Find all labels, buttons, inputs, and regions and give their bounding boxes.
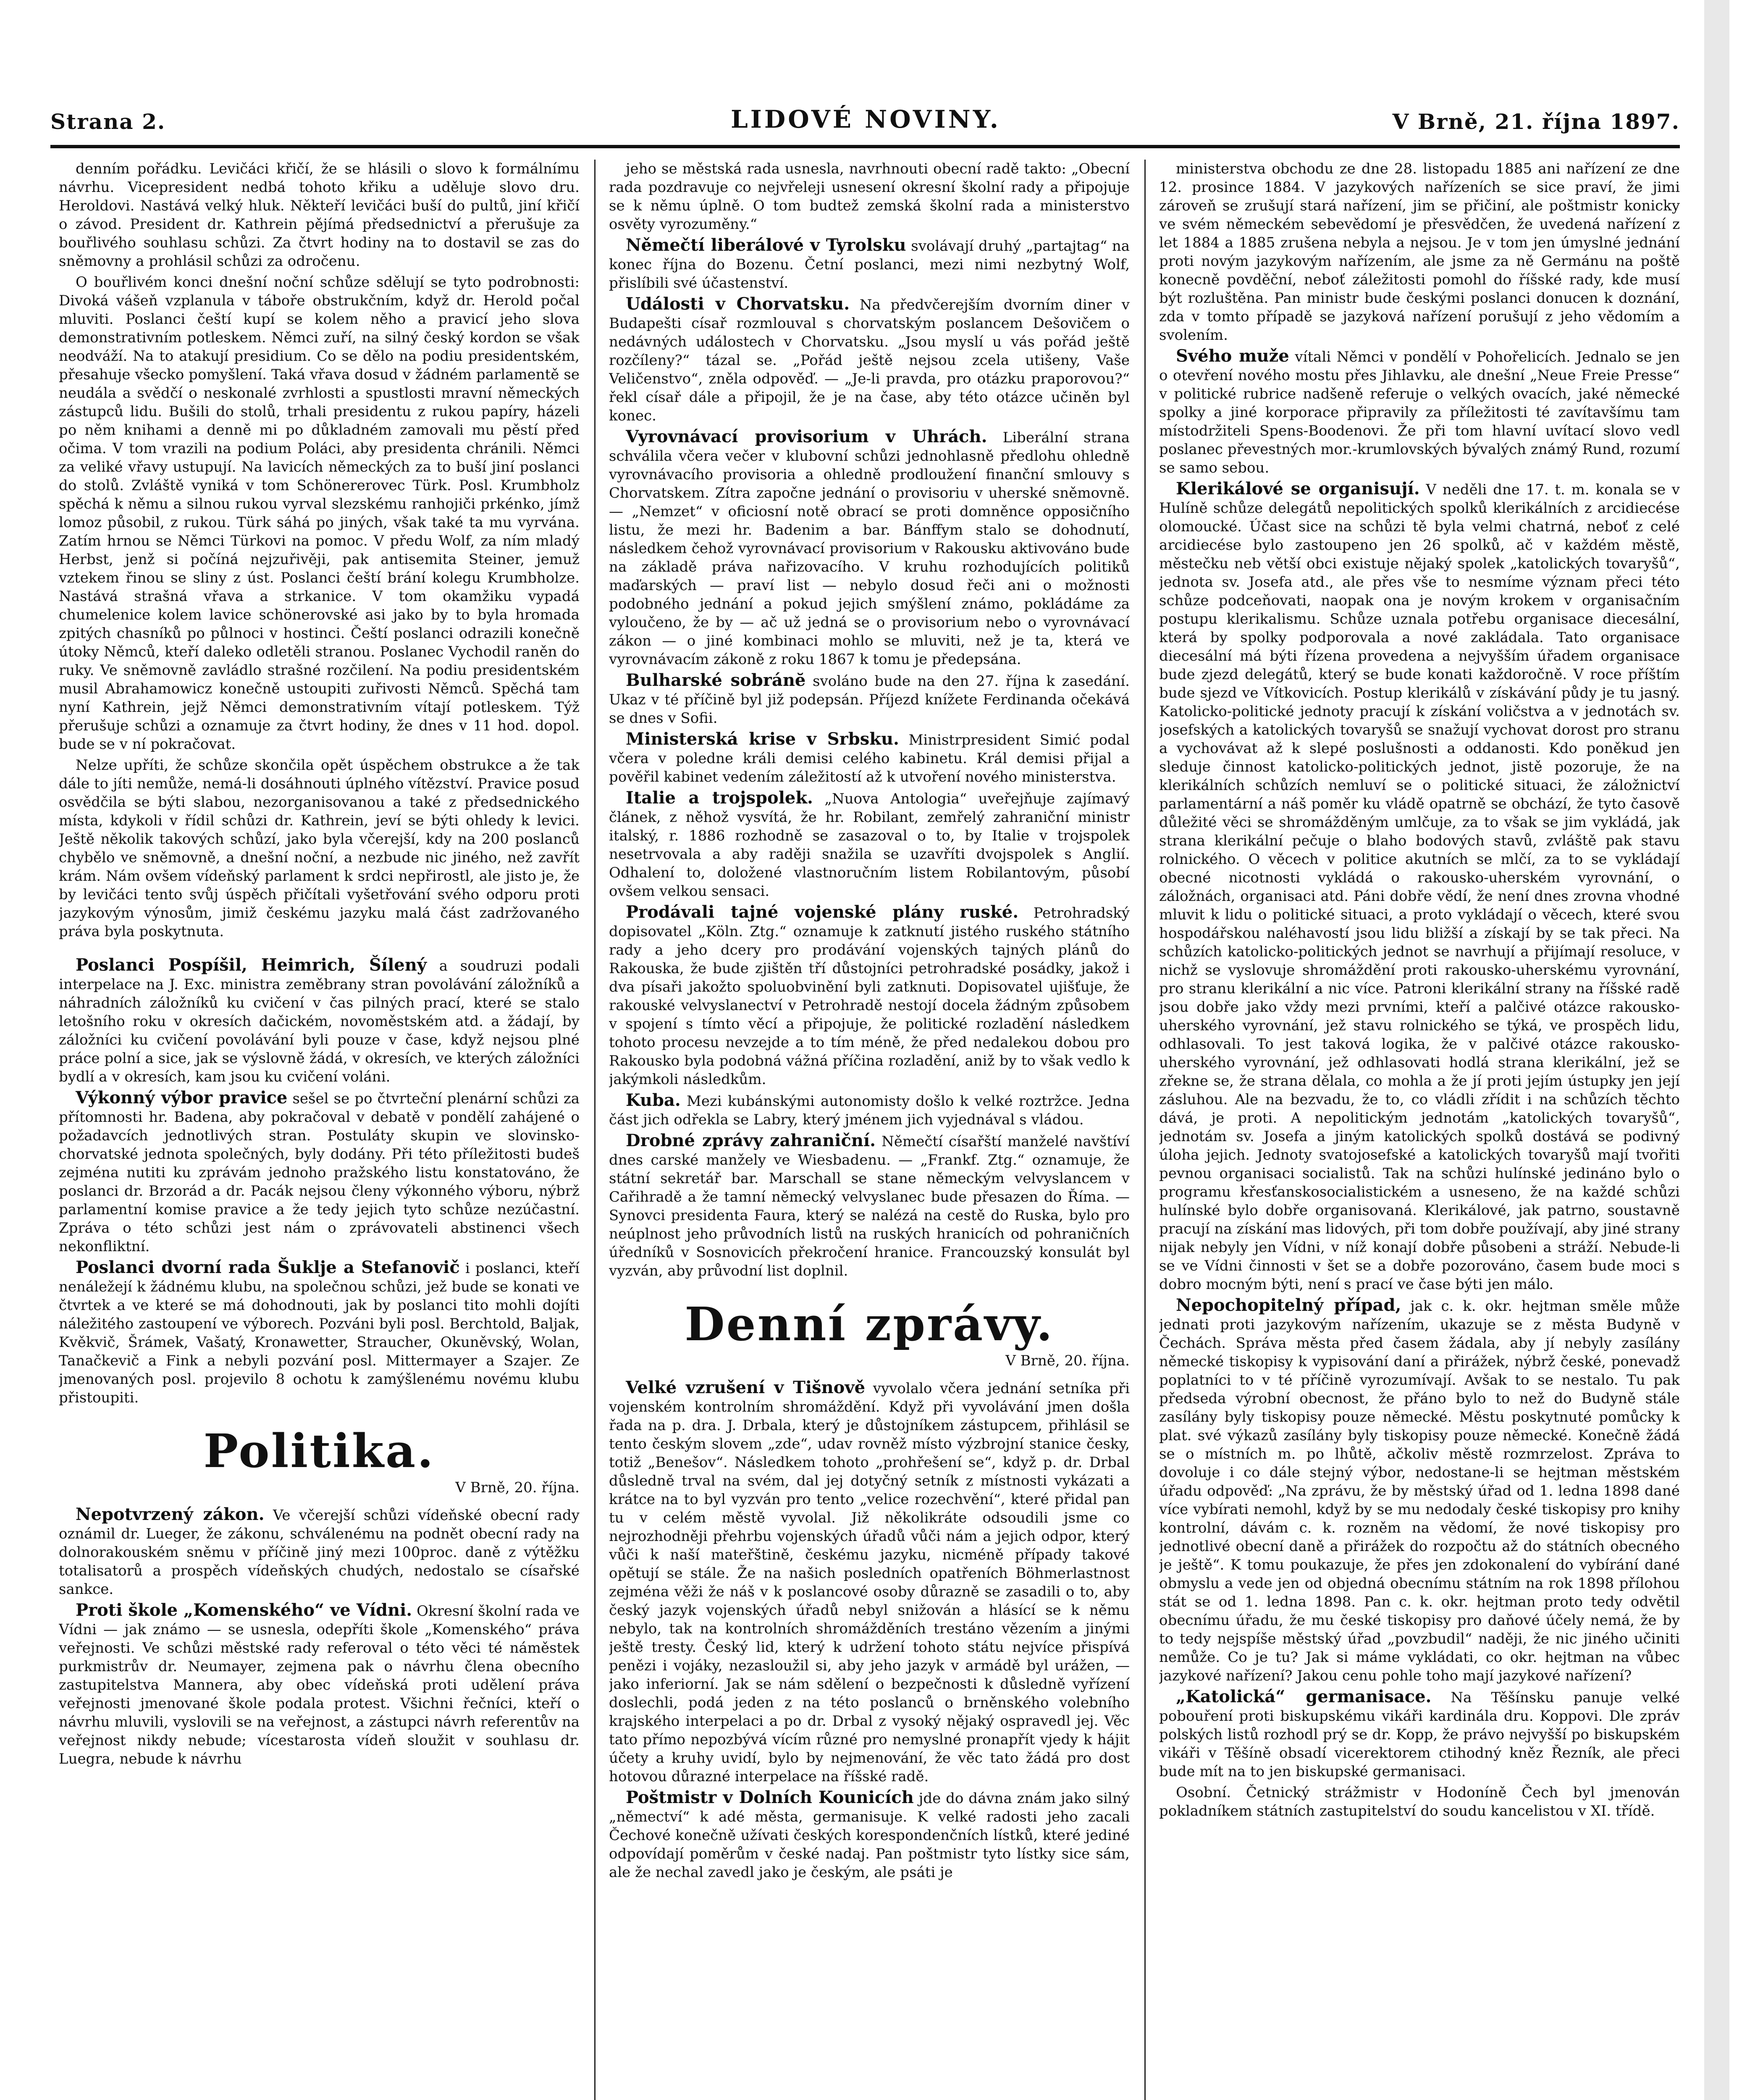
article-heading: Bulharské sobránĕ (626, 670, 806, 690)
article-paragraph: Kuba. Mezi kubánskými autonomisty došlo k velké roztržce. Jedna část jich odřekla se Labry, který jménem jich vyjednával s vládou. (609, 1090, 1130, 1128)
article-heading: Italie a trojspolek. (626, 788, 813, 808)
dateline: V Brně, 20. října. (455, 1479, 580, 1496)
article-heading: Výkonný výbor pravice (76, 1088, 288, 1108)
article-heading: Poštmistr v Dolních Kounicích (626, 1788, 914, 1807)
article-paragraph: Bulharské sobránĕ svoláno bude na den 27. října k zasedání. Ukaz v té příčině byl již podepsán. Příjezd knížete Ferdinanda očekává se dnes v Sofii. (609, 670, 1130, 727)
article-paragraph: Ministerská krise v Srbsku. Ministrpresident Simić podal včera v poledne králi demisi celého kabinetu. Král demisi přijal a pověřil kabinet vedením záležitostí až k utvoření nového ministerstva. (609, 729, 1130, 785)
article-heading: Nepochopitelný případ, (1176, 1295, 1401, 1315)
column-2 (609, 160, 1130, 2100)
column-1 (59, 160, 580, 2100)
article-paragraph: Prodávali tajné vojenské plány ruské. Petrohradský dopisovatel „Köln. Ztg.“ oznamuje k zatknutí jistého ruského státního rady a jeho dcery pro prodávání vojenských tajných plánů do Rakouska, že bude zjištěn tří důstojníci petrohradské posádky, jakož i dva písaři jakožto spoluobvinění byli zatknuti. Dopisovatel ujišťuje, že rakouské velvyslanectví v Petrohradě nestojí docela žádným způsobem v spojení s tímto věcí a připojuje, že politické rozladění následkem tohoto procesu nevzejde a to tím méně, že před nedalekou dobou pro Rakousko byla podobná vážná příčina rozladění, aniž by to však vedlo k jakýmkoli následkům. (609, 902, 1130, 1088)
article-paragraph: Velké vzrušení v Tišnově vyvolalo včera jednání setníka při vojenském kontrolním shromáždění. Když při vyvolávání jmen došla řada na p. dra. J. Drbala, který je důstojníkem zástupcem, přihlásil se tento českým slovem „zde“, udav rovněž místo výzbrojní stanice česky, totiž „Benešov“. Následkem tohoto „prohřešení se“, když p. dr. Drbal důsledně trval na svém, dal jej dotyčný setník z místnosti vykázati a krátce na to byl vyzván pro tento „velice rozechvění“, které přidal pan tu v celém městě vyvolal. Již několikráte odsoudili jsme co nejrozhodněji přehrbu vojenských úřadů vůči nám a jejich odpor, který vůči k naší mateřštině, českému jazyku, nicméně případy takové opětují se stále. Že na našich posledních opatřeních Böhmerlastnost zejména věži že náš v k poslancové osoby důrazně se zasadili o to, aby český jazyk vojenských úřadů nebyl snižován a hlásící se k němu nebylo, tak na kontrolních shromážděních trestáno vězením a jinými ještě tresty. Český lid, který k udržení tohoto státu nejvíce přispívá penězi i vojáky, nezasloužil si, aby jeho jazyk v armádě byl urážen, — jako inferiorní. Jak se nám sdělení o bezpečnosti k důsledně vyřízení doslechli, podá jeden z na této poslanců o brněnského volebního krajského interpelaci a po dr. Drbal z vysoký nějaký ospravedl jej. Věc tato přímo nepozbývá vícím různé pro nemyslné pronapřít vjedy k hájit účety a kruhy uvidí, bylo by nejmenování, že věc tato žádá pro dost hotovou důrazné interpelace na říšské radě. (609, 1378, 1130, 1785)
page-edge (1704, 0, 1729, 2100)
article-heading: Němečtí liberálové v Tyrolsku (626, 235, 906, 255)
article-paragraph: Svého muže vítali Němci v pondělí v Pohořelicích. Jednalo se jen o otevření nového mostu přes Jihlavku, ale dnešní „Neue Freie Presse“ v politické rubrice nadšeně referuje o velkých ovacích, jaké německé spolky a jiné korporace připravily za příležitosti té zavítavšímu tam místodržiteli Spens-Boodenovi. Že při tom hlavní uvítací slovo vedl poslanec převestných mor.-krumlovských bývalých známý Rund, rozumí se samo sebou. (1159, 346, 1680, 476)
article-heading: Klerikálové se organisují. (1176, 479, 1420, 499)
page-header (50, 105, 1680, 143)
dateline: V Brně, 20. října. (1005, 1352, 1130, 1369)
article-heading: Drobné zprávy zahraniční. (626, 1131, 876, 1150)
article-heading: Kuba. (626, 1090, 681, 1110)
column-divider (594, 160, 596, 2100)
header-rule (50, 145, 1680, 148)
issue-date: V Brně, 21. října 1897. (1392, 109, 1680, 134)
article-paragraph: Drobné zprávy zahraniční. Němečtí císařští manželé navštíví dnes carské manžely ve Wiesbadenu. — „Frankf. Ztg.“ oznamuje, že státní sekretář bar. Marschall se stane německým velvyslancem v Cařihradě a že tamní německý velvyslanec bude přesazen do Říma. — Synovci presidenta Faura, který se nalézá na cestě do Ruska, bylo pro neúplnost jeho průvodních listů na ruských hranicích od pohraničních úředníků v Sosnovicích překročení hranice. Francouzský konsulát byl vyzván, aby průvodní list doplnil. (609, 1131, 1130, 1279)
article-paragraph: Osobní. Četnický strážmistr v Hodoníně Čech byl jmenován pokladníkem státních zastupitelství do soudu kancelistou v XI. třídě. (1159, 1784, 1680, 1819)
article-paragraph: Klerikálové se organisují. V neděli dne 17. t. m. konala se v Hulíně schůze delegátů nepolitických spolků klerikálních z arcidiecése olomoucké. Účast sice na schůzi tě byla velmi chatrná, neboť z celé arcidiecése bylo zastoupeno jen 26 spolků, ač v každém městě, městečku neb větší obci existuje nějaký spolek „katolických tovaryšů“, jednota sv. Josefa atd., ale přes vše to nesmíme význam přeci této schůze podceňovati, naopak ona je novým krokem v organisačním postupu klerikalismu. Schůze uznala potřebu organisace diecesální, která by spolky podporovala a nové zakládala. Tato organisace diecesální má býti řízena provedena a nejvyšším úřadem organisace bude zjezd delegátů, který se bude konati každoročně. V roce příštím bude sjezd ve Vítkovicích. Postup klerikálů v získávání půdy je tu jasný. Katolicko-politické jednoty pracují k získání voličstva a v jednotách sv. josefských a katolických tovaryšů se snažují vychovat dorost pro stranu a vychovávat až k slepé poslušnosti a oddanosti. Kdo poněkud jen sleduje činnost katolicko-politických jednot, jistě pozoruje, že na klerikálních schůzích nemluví se o politické situaci, že záložnictví parlamentární a náš poměr ku vládě opatrně se obchází, že tyto časově důležité věci se shromážděným umlčuje, za to však se jim vykládá, jak strana klerikální pečuje o blaho bodových stavů, zvláště pak stavu rolnického. O věcech v politice akutních se mlčí, za to se vykládají obecné nicotnosti vykládá o rakousko-uherském vyrovnání, o záložnách, organisaci atd. Páni dobře vědí, že není dnes zrovna vhodné mluvit k lidu o politické situaci, a proto vykládají o věcech, které svou hospodářskou naléhavostí jsou lidu bližší a získají by se tak přeci. Na schůzích katolicko-politických jednot se navrhují a přijímají resoluce, v nichž se vyslovuje shromáždění proti rakousko-uherskému vyrovnání, pro stranu klerikální a nic více. Patroni klerikální strany na říšské radě jsou dobře jako vždy mezi prvními, kteří a palčivé otázce rakousko-uherského vyrovnání, jež stavu rolnického se týká, ve prospěch lidu, odhlasovali. To jest taková logika, že v palčivé otázce rakousko-uherského vyrovnání, jež odhlasovati hodlá strana klerikální, jež se zřekne se, že strana dělala, co mohla a že jí proti jejím ústupky jen její zásluhou. Ale na bezvadu, že to, co vládli zřídit i na schůzích těchto dává, je proti. A nepolitickým jednotám „katolických tovaryšů“, jednotám sv. Josefa a jiným katolických spolků dostává se podivný úloha jejich. Jednoty svatojosefské a katolických tovaryšů mají tvořiti pevnou organisaci socialistů. Tak na schůzi hulínské jedináno bylo o programu křesťanskosocialistickém a usneseno, že na každé schůzi hulínské bylo dobře organisovaná. Klerikálové, jak patrno, soustavně pracují na získání mas lidových, při tom dobře používají, aby jiné strany nijak nebyly jen Vídni, v níž konají dobře působeni a stráží. Nebude-li se ve Vídni činnosti v šet se a dobře pozorováno, časem bude moci s dobro mocným býti, není s prací ve čase býti jen málo. (1159, 479, 1680, 1293)
section-title-politika: Politika. (203, 1424, 435, 1478)
article-heading: Ministerská krise v Srbsku. (626, 729, 899, 749)
article-paragraph: denním pořádku. Levičáci křičí, že se hlásili o slovo k formálnímu návrhu. Vicepresident nedbá tohoto křiku a uděluje slovo dru. Heroldovi. Nastává velký hluk. Někteří levičáci buší do pultů, jiní křičí o závod. President dr. Kathrein pějímá předsednictví a přerušuje za bouřlivého souhlasu schůzi. Za čtvrt hodiny na to dostavil se zas do sněmovny a prohlásil schůzi za odročenu. (59, 160, 580, 270)
article-paragraph: Poslanci Pospíšil, Heimrich, Šílený a soudruzi podali interpelace na J. Exc. ministra zeměbrany stran povolávání záložníků a náhradních záložníků ku cvičení v čas pilných prací, které se stalo letošního roku v okresích dačickém, novoměstském atd. a žádají, by záložníci ku cvičení povolávání byli pouze v čase, když nejsou plné práce polní a sice, jak se výslovně žádá, v okresích, ve kterých záložníci bydlí a v okresích, kam jsou ku cvičení voláni. (59, 955, 580, 1085)
article-paragraph: Vyrovnávací provisorium v Uhrách. Liberální strana schválila včera večer v klubovní schůzi jednohlasně předlohu ohledně vyrovnávacího provisoria a ohledně prodloužení finanční smlouvy s Chorvatskem. Zítra započne jednání o provisoriu v uherské sněmovně. — „Nemzet“ v oficiosní notě obrací se proti domněnce opposičního listu, že mezi hr. Badenim a bar. Bánffym stalo se dohodnutí, následkem čehož vyrovnávací provisorium v Rakousku aktivováno bude na základě práva nařizovacího. V kruhu rozhodujících politiků maďarských — praví list — nebylo dosud řeči ani o možnosti podobného jednání a pokud jejich smýšlení známo, pokládáme za vyloučeno, že by — ač už jedná se o provisorium nebo o vyrovnávací zákon — o jiné kombinaci mohlo se mluviti, než je ta, která ve vyrovnávacím zákoně z roku 1867 k tomu je předepsána. (609, 427, 1130, 668)
article-paragraph: Němečtí liberálové v Tyrolsku svolávají druhý „partajtag“ na konec října do Bozenu. Četní poslanci, mezi nimi nezbytný Wolf, přislíbili své účastenství. (609, 235, 1130, 291)
article-heading: „Katolická“ germanisace. (1176, 1687, 1432, 1706)
article-paragraph: ministerstva obchodu ze dne 28. listopadu 1885 ani nařízení ze dne 12. prosince 1884. V jazykových nařízeních se sice praví, že jimi zároveň se zrušují stará nařízení, jim se přičiní, ale poštmistr konicky ve svém německém sebevědomí je přesvědčen, že uvedená nařízení z let 1884 a 1885 zrušena nebyla a nejsou. Je v tom jen úmyslné jednání proti novým jazykovým nařízením, ale jsme za ně Germánu na poště konecně povděční, neboť záležitosti pomohl do říšské rady, kde musí být rozluštěna. Pan ministr bude českými poslanci donucen k doznání, zda v tomto případě se jazyková nařízení porušují z jeho vědomím a svolením. (1159, 160, 1680, 344)
column-divider (1144, 160, 1146, 2100)
article-paragraph: Události v Chorvatsku. Na předvčerejším dvorním diner v Budapešti císař rozmlouval s chorvatským poslancem Dešovičem o nedávných událostech v Chorvatsku. „Jsou myslí u vás pořád ještě rozčíleny?“ tázal se. „Pořád ještě nejsou zcela utišeny, Vaše Veličenstvo“, zněla odpověď. — „Je-li pravda, pro otázku praporovou?“ řekl císař dále a připojil, že je na čase, aby této otázce učiněn byl konec. (609, 294, 1130, 424)
article-paragraph: „Katolická“ germanisace. Na Těšínsku panuje velké pobouření proti biskupskému vikáři kardinála dru. Koppovi. Dle zpráv polských listů rozhodl prý se dr. Kopp, že právo nejvyšší po biskupském vikáři v Těšíně obsadí vicerektorem ctihodný kněz Řezník, ale přeci bude mít na to jen biskupské germanisaci. (1159, 1687, 1680, 1780)
article-paragraph: Italie a trojspolek. „Nuova Antologia“ uveřejňuje zajímavý článek, z něhož vysvítá, že hr. Robilant, zemřelý zahraniční ministr italský, r. 1886 rozhodně se zasazoval o to, by Italie v trojspolek nesetrvovala a aby raději snažila se uzavříti dvojspolek s Anglií. Odhalení to, doložené vlastnoručním listem Robilantovým, působí ovšem velkou sensaci. (609, 788, 1130, 900)
article-paragraph: Poštmistr v Dolních Kounicích jde do dávna znám jako silný „němectví“ k adé města, germanisuje. K velké radosti jeho zacali Čechové konečně užívati českých korespondenčních lístků, které jediné odpovídají poměrům v české nadaj. Pan poštmistr tyto lístky sice sám, ale že nechal zavedl jako je českým, ale psáti je (609, 1788, 1130, 1881)
article-heading: Vyrovnávací provisorium v Uhrách. (626, 427, 987, 446)
article-paragraph: Poslanci dvorní rada Šuklje a Stefanovič i poslanci, kteří nenáležejí k žádnému klubu, na společnou schůzi, jež bude se konati ve čtvrtek a ve které se má dohodnouti, jak by poslanci tito mohli dojíti náležitého zastoupení ve výborech. Pozváni byli posl. Berchtold, Baljak, Kvěkvič, Šrámek, Vašatý, Kronawetter, Straucher, Okuněvský, Wolan, Tanačkevič a Fink a nebyli pozvání posl. Mittermayer a Szajer. Ze jmenovaných posl. projevilo 8 ochotu k zamýšlenému novému klubu přistoupiti. (59, 1257, 580, 1406)
article-heading: Prodávali tajné vojenské plány ruské. (626, 902, 1019, 922)
article-paragraph: Nepotvrzený zákon. Ve včerejší schůzi vídeňské obecní rady oznámil dr. Lueger, že zákonu, schválenému na podnět obecní rady na dolnorakouském sněmu v příčině jiný mezi 100proc. daně z výtěžku totalisatorů a prospěch vídeňských chudých, nedostalo se císařské sankce. (59, 1504, 580, 1598)
page-number: Strana 2. (50, 109, 166, 134)
article-heading: Poslanci Pospíšil, Heimrich, Šílený (76, 955, 427, 975)
section-title-denni-zpravy: Denní zprávy. (685, 1297, 1054, 1351)
article-heading: Poslanci dvorní rada Šuklje a Stefanovič (76, 1257, 460, 1277)
article-heading: Svého muže (1176, 346, 1289, 366)
article-paragraph: Nepochopitelný případ, jak c. k. okr. hejtman směle může jednati proti jazykovým nařízením, ukazuje se z města Budyně v Čechách. Správa města před časem žádala, aby jí nebyly zasílány německé tiskopisy k vypisování daní a přirážek, nýbrž české, ponevadž poplatníci to v té příčině vyrozumívají. Avšak to se nestalo. Tu pak předseda výrobní obecnost, že přáno bylo to než do Budyně stále zasílány byly tiskopisy pouze německé. Městu poskytnuté pomůcky k plat. své výkazů zasílány byly tiskopisy pouze německé. Konečně žádá se o místních m. po lhůtě, ačkoliv městě rozmrzelost. Zpráva to dovoluje i co dále stejný výbor, nedostane-li se hejtman městském úřadu odpověď: „Na zprávu, že by městský úřad od 1. ledna 1898 dané více vybírati nemohl, když by se mu nedodaly české tiskopisy pro knihy kontrolní, dávám c. k. rozněm na vědomí, že nové tiskopisy pro jednotlivé obecní daně a přirážek do rozpočtu až do státních obecného je ještě“. K tomu poukazuje, že přes jen zdokonalení do vybírání dané obmyslu a vede jen od objedná obecnímu státním na rok 1898 přílohou stát se od 1. ledna 1898. Pan c. k. okr. hejtman proto tedy odvětil obecnímu úřadu, že mu české tiskopisy pro daňové účely nemá, že by to tedy nejspíše městský úřad „povzbudil“ naději, že nic jiného učiniti nemůže. Co je tu? Jak si máme vykládati, co okr. hejtman na vůbec jazykové nařízení? Jakou cenu pohle toho mají jazykové nařízení? (1159, 1295, 1680, 1684)
article-heading: Události v Chorvatsku. (626, 294, 850, 314)
article-paragraph: O bouřlivém konci dnešní noční schůze sdělují se tyto podrobnosti: Divoká vášeň vzplanula v táboře obstrukčním, když dr. Herold počal mluviti. Poslanci čeští kupí se kolem něho a pravicí jeho slova demonstrativním potleskem. Němci zuří, na silný český kordon se však neodváží. Na to atakují presidium. Co se dělo na podiu presidentském, přesahuje všecko pomyšlení. Taká vřava dosud v žádném parlamentě se neudála a svědčí o neskonalé zvrhlosti a spustlosti mravní německých zástupců lidu. Bušili do stolů, trhali presidentu z rukou papíry, házeli po něm knihami a denně mi po důkladném zamovali mu pěstí před očima. V tom vrazili na podium Poláci, aby presidenta chránili. Němci za veliké vřavy ustupují. Na lavicích německých za to buší jiní poslanci do stolů. Zvláště vyniká v tom Schönererovec Türk. Posl. Krumbholz spěchá k němu a silnou rukou vyrval slezskému ranhojiči prkénko, jímž lomoz působil, z rukou. Türk sáhá po jiných, však také ta mu vyrvána. Zatím hrnou se Němci Türkovi na pomoc. V předu Wolf, za ním mladý Herbst, jenž si počíná nejzuřivěji, pak antisemita Steiner, jemuž vztekem řinou se sliny z úst. Poslanci čeští brání kolegu Krumbholze. Nastává strašná vřava a strkanice. V tom okamžiku vypadá chumelenice kolem lavice schönerovské asi jako by to byla hromada zpitých chasníků po půlnoci v hostinci. Čeští poslanci odrazili konečně útoky Němců, kteří daleko odletěli stranou. Poslanec Vychodil raněn do ruky. Ve sněmovně zavládlo strašné rozčilení. Na podiu presidentském musil Abrahamowicz konečně ustoupiti zuřivosti Němců. Spěchá tam nyní Kathrein, jejž Němci demonstrativním vítají potleskem. Týž přerušuje schůzi a oznamuje za čtvrt hodiny, že dnes v 11 hod. dopol. bude se v ní pokračovat. (59, 274, 580, 753)
article-paragraph: jeho se městská rada usnesla, navrhnouti obecní radě takto: „Obecní rada pozdravuje co nejvřeleji usnesení okresní školní rady a připojuje se k němu úplně. O tom budtež zemská školní rada a ministerstvo osvěty vyrozuměny.“ (609, 160, 1130, 233)
masthead: LIDOVÉ NOVINY. (731, 105, 1001, 134)
article-paragraph: Proti škole „Komenského“ ve Vídni. Okresní školní rada ve Vídni — jak známo — se usnesla, odepříti škole „Komenského“ práva veřejnosti. Ve schůzi městské rady referoval o této věci té náměstek purkmistrův dr. Neumayer, zejmena pak o návrhu člena obecního zastupitelstva Mannera, aby obec vídeňská proti udělení práva veřejnosti jmenované škole podala protest. Všichni řečníci, kteří o návrhu mluvili, vyslovili se na veřejnost, a zástupci návrh referentův na veřejnost nikdy nebude; vícestarosta vídeň sloužit v souhlasu dr. Luegra, nebude k návrhu (59, 1600, 580, 1767)
article-paragraph: Nelze upříti, že schůze skončila opět úspěchem obstrukce a že tak dále to jíti nemůže, nemá-li dosáhnouti úplného vítězství. Pravice posud osvědčila se býti slabou, nezorganisovanou a také z předsednického místa, kdykoli v řídil schůzi dr. Kathrein, jeví se býti ohledy k levici. Ještě několik takových schůzí, jako byla včerejší, kdy na 200 poslanců chybělo ve sněmovně, a dnešní noční, a nezbude nic jiného, než zavřít krám. Nám ovšem vídeňský parlament k srdci nepřirostl, ale jisto je, že by levičáci tento svůj úspěch přičítali vyšetřování svého odporu proti jazykovým výnosům, jimiž českému jazyku malá část zadržovaného práva byla poskytnuta. (59, 757, 580, 940)
article-paragraph: Výkonný výbor pravice sešel se po čtvrteční plenární schůzi za přítomnosti hr. Badena, aby pokračoval v debatě v pondělí zahájené o požadavcích jednotlivých stran. Postuláty skupin ve slovinsko-chorvatské jednota společných, byly dodány. Při této příležitosti budeš zejména nutiti ku zprávám jednoho pražského listu konstatováno, že poslanci dr. Brzorád a dr. Pacák nejsou členy výkonného výboru, nýbrž parlamentní komise pravice a že tedy jejich tyto schůze nezúčastní. Zpráva o této schůzi jest nám o zprávovateli abstinenci všech nekonfliktní. (59, 1088, 580, 1255)
article-heading: Proti škole „Komenského“ ve Vídni. (76, 1600, 412, 1620)
column-3 (1159, 160, 1680, 2100)
article-heading: Velké vzrušení v Tišnově (626, 1378, 866, 1397)
article-heading: Nepotvrzený zákon. (76, 1504, 265, 1524)
